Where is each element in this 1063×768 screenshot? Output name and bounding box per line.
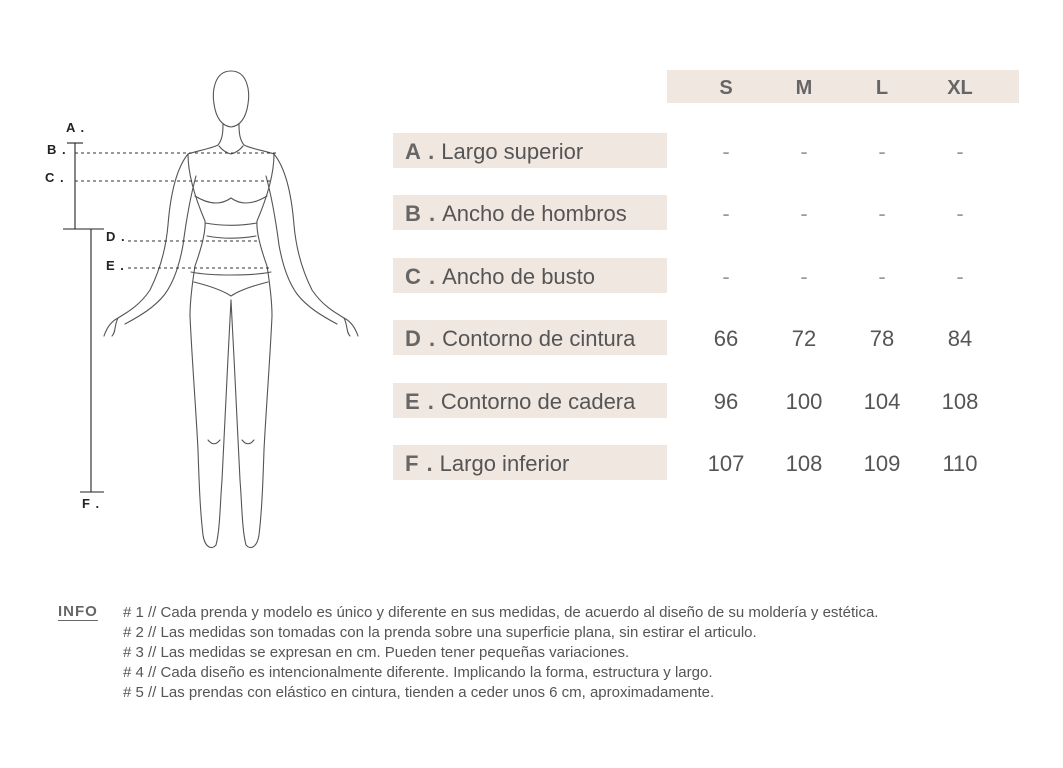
value-cell: - [956,264,964,289]
value-cell: - [722,139,730,164]
measure-label-d: D . [106,229,126,244]
row-label [393,195,667,230]
value-cell: 110 [942,451,978,476]
value-cell: - [722,264,730,289]
value-cell: - [878,264,886,289]
size-header-l: L [875,77,889,99]
table-row [393,133,1019,168]
value-cell: 108 [785,451,823,476]
value-cell: - [800,139,808,164]
value-cell: - [800,201,808,226]
row-letter: F . [405,451,434,476]
table-row [393,195,1019,230]
row-label [393,133,667,168]
measure-label-b: B . [47,142,67,157]
row-label [393,258,667,293]
row-name: Ancho de busto [442,264,596,289]
table-row [393,258,1019,293]
row-label [393,320,667,355]
info-note: # 3 // Las medidas se expresan en cm. Pueden tener pequeñas variaciones. [123,644,630,661]
row-label [393,383,667,418]
value-cell: 109 [863,451,901,476]
value-cell: - [722,201,730,226]
mannequin-illustration [0,0,380,560]
info-note: # 1 // Cada prenda y modelo es único y diferente en sus medidas, de acuerdo al diseño de su moldería y estética. [123,604,879,621]
row-letter: B . [405,201,437,226]
row-letter: D . [405,326,437,351]
row-name: Contorno de cadera [440,389,636,414]
table-row [393,320,1019,355]
info-note: # 5 // Las prendas con elástico en cintura, tienden a ceder unos 6 cm, aproximadamente. [123,684,715,701]
value-cell: 66 [713,326,739,351]
info-title: INFO [58,603,98,620]
value-cell: - [800,264,808,289]
measure-label-e: E . [106,258,125,273]
row-name: Largo superior [441,139,584,164]
size-header-m: M [795,77,813,99]
value-cell: - [878,139,886,164]
table-row [393,445,1019,480]
row-name: Ancho de hombros [442,201,627,226]
size-header-s: S [719,77,733,99]
table-row [393,383,1019,418]
row-name: Contorno de cintura [442,326,636,351]
row-letter: E . [405,389,435,414]
info-note: # 2 // Las medidas son tomadas con la prenda sobre una superficie plana, sin estirar el articulo. [123,624,757,641]
value-cell: 104 [863,389,901,414]
row-label [393,445,667,480]
size-header-xl: XL [947,77,973,99]
info-notes [123,603,878,703]
value-cell: 72 [791,326,817,351]
value-cell: 107 [707,451,745,476]
measure-label-a: A . [66,120,86,135]
value-cell: 96 [713,389,739,414]
value-cell: - [956,139,964,164]
value-cell: 78 [869,326,895,351]
measure-label-c: C . [45,170,65,185]
value-cell: 84 [947,326,973,351]
value-cell: - [878,201,886,226]
value-cell: - [956,201,964,226]
row-name: Largo inferior [439,451,570,476]
value-cell: 100 [785,389,823,414]
body-figure [0,0,380,560]
row-letter: A . [405,139,436,164]
info-note: # 4 // Cada diseño es intencionalmente diferente. Implicando la forma, estructura y largo. [123,664,713,681]
value-cell: 108 [941,389,979,414]
measure-label-f: F . [82,496,101,511]
row-letter: C . [405,264,437,289]
